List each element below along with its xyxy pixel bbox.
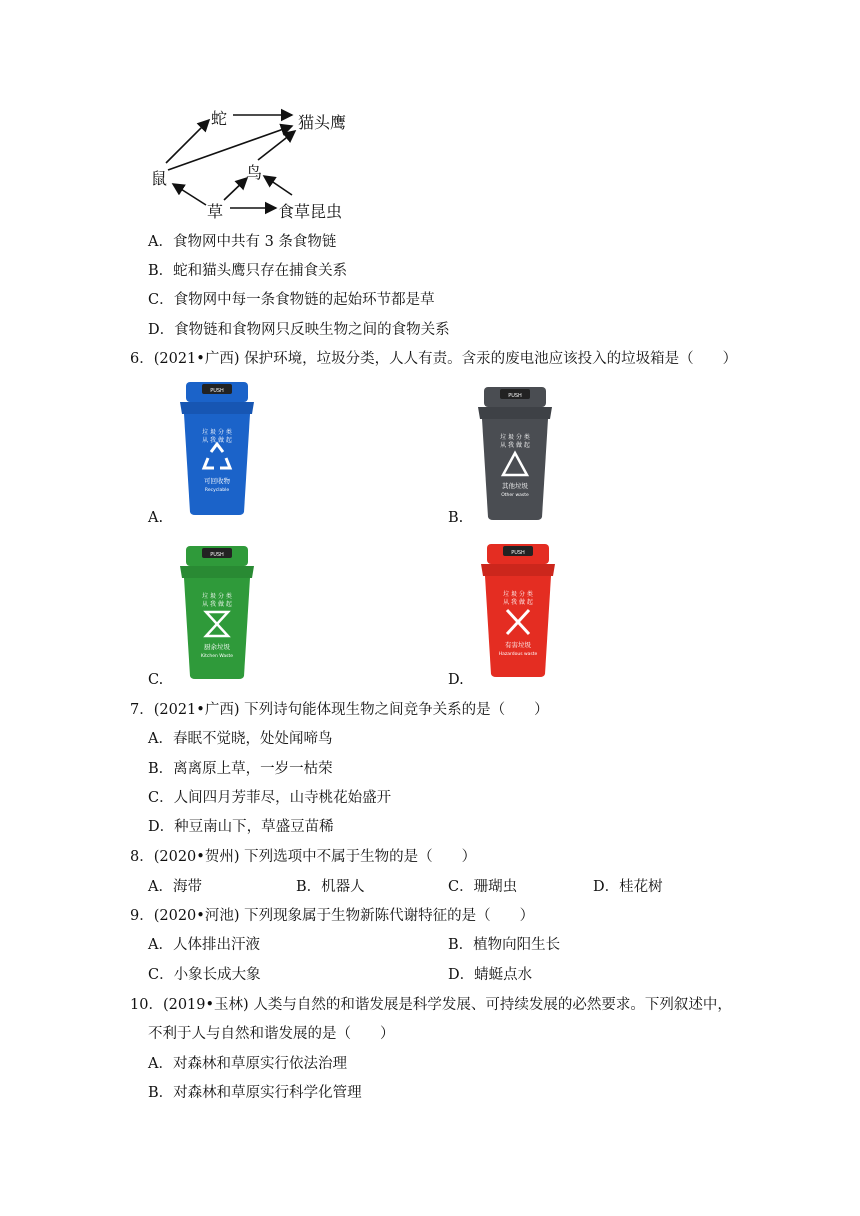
q7-option-d: D．种豆南山下，草盛豆苗稀 [148, 819, 334, 835]
arrow-grass-mouse [173, 184, 206, 205]
node-mouse: 鼠 [151, 169, 168, 188]
q9-option-b: B．植物向阳生长 [448, 937, 561, 953]
node-snake: 蛇 [211, 109, 228, 128]
q9-option-c: C．小象长成大象 [148, 967, 261, 983]
svg-text:PUSH: PUSH [210, 552, 224, 558]
svg-text:PUSH: PUSH [210, 388, 224, 394]
q6-option-d-label: D. [448, 672, 464, 688]
svg-text:可回收物: 可回收物 [204, 477, 230, 485]
q7-stem: 7．(2021•广西) 下列诗句能体现生物之间竞争关系的是（ ） [130, 702, 549, 718]
node-grass: 草 [207, 202, 224, 221]
svg-text:垃 圾 分 类: 垃 圾 分 类 [202, 429, 232, 436]
bin-recyclable [176, 380, 258, 516]
q6-stem: 6．(2021•广西) 保护环境，垃圾分类，人人有责。含汞的废电池应该投入的垃圾箱是（ ） [130, 351, 738, 367]
arrow-mouse-snake [166, 120, 209, 163]
q7-option-b: B．离离原上草，一岁一枯荣 [148, 761, 333, 777]
q9-option-a: A．人体排出汗液 [148, 937, 260, 953]
arrow-insect-bird [264, 176, 292, 195]
svg-text:有害垃圾: 有害垃圾 [505, 641, 531, 649]
q10-option-a: A．对森林和草原实行依法治理 [148, 1056, 347, 1072]
svg-text:从 我 做 起: 从 我 做 起 [503, 599, 533, 606]
q10-stem-line1: 10．(2019•玉林) 人类与自然的和谐发展是科学发展、可持续发展的必然要求。下列叙述中， [130, 997, 732, 1013]
q5-option-b: B．蛇和猫头鹰只存在捕食关系 [148, 263, 348, 279]
svg-text:Kitchen Waste: Kitchen Waste [200, 654, 234, 659]
arrow-grass-bird [224, 178, 247, 200]
q8-stem: 8．(2020•贺州) 下列选项中不属于生物的是（ ） [130, 849, 477, 865]
svg-text:PUSH: PUSH [508, 393, 522, 399]
q9-option-d: D．蜻蜓点水 [448, 967, 533, 983]
q5-option-c: C．食物网中每一条食物链的起始环节都是草 [148, 292, 435, 308]
svg-text:厨余垃圾: 厨余垃圾 [204, 643, 230, 651]
q10-stem-line2: 不利于人与自然和谐发展的是（ ） [148, 1026, 395, 1042]
svg-text:从 我 做 起: 从 我 做 起 [500, 442, 530, 449]
q8-option-a: A．海带 [148, 879, 202, 895]
q6-option-a-label: A. [148, 510, 164, 526]
q6-option-c-label: C. [148, 672, 164, 688]
q8-option-c: C．珊瑚虫 [448, 879, 518, 895]
q9-stem: 9．(2020•河池) 下列现象属于生物新陈代谢特征的是（ ） [130, 908, 535, 924]
svg-text:Hazardous waste: Hazardous waste [498, 652, 538, 657]
svg-text:Recyclable: Recyclable [204, 488, 230, 493]
svg-text:PUSH: PUSH [511, 550, 525, 556]
q5-option-d: D．食物链和食物网只反映生物之间的食物关系 [148, 322, 450, 338]
svg-text:从 我 做 起: 从 我 做 起 [202, 437, 232, 444]
q8-option-b: B．机器人 [296, 879, 365, 895]
q8-option-d: D．桂花树 [593, 879, 663, 895]
svg-text:Other waste: Other waste [501, 493, 529, 498]
bin-other-waste [474, 385, 556, 521]
node-insect: 食草昆虫 [278, 202, 343, 221]
q10-option-b: B．对森林和草原实行科学化管理 [148, 1085, 362, 1101]
svg-text:垃 圾 分 类: 垃 圾 分 类 [503, 591, 533, 598]
svg-text:垃 圾 分 类: 垃 圾 分 类 [500, 434, 530, 441]
node-bird: 鸟 [246, 163, 263, 182]
food-web-diagram [140, 98, 370, 223]
q7-option-a: A．春眠不觉晓，处处闻啼鸟 [148, 731, 333, 747]
bin-hazardous-waste [477, 542, 559, 678]
node-owl: 猫头鹰 [298, 113, 347, 132]
bin-kitchen-waste [176, 544, 258, 680]
q5-option-a: A．食物网中共有 3 条食物链 [148, 234, 337, 250]
q6-option-b-label: B. [448, 510, 464, 526]
svg-text:垃 圾 分 类: 垃 圾 分 类 [202, 593, 232, 600]
q7-option-c: C．人间四月芳菲尽，山寺桃花始盛开 [148, 790, 392, 806]
svg-text:其他垃圾: 其他垃圾 [502, 482, 528, 490]
svg-text:从 我 做 起: 从 我 做 起 [202, 601, 232, 608]
